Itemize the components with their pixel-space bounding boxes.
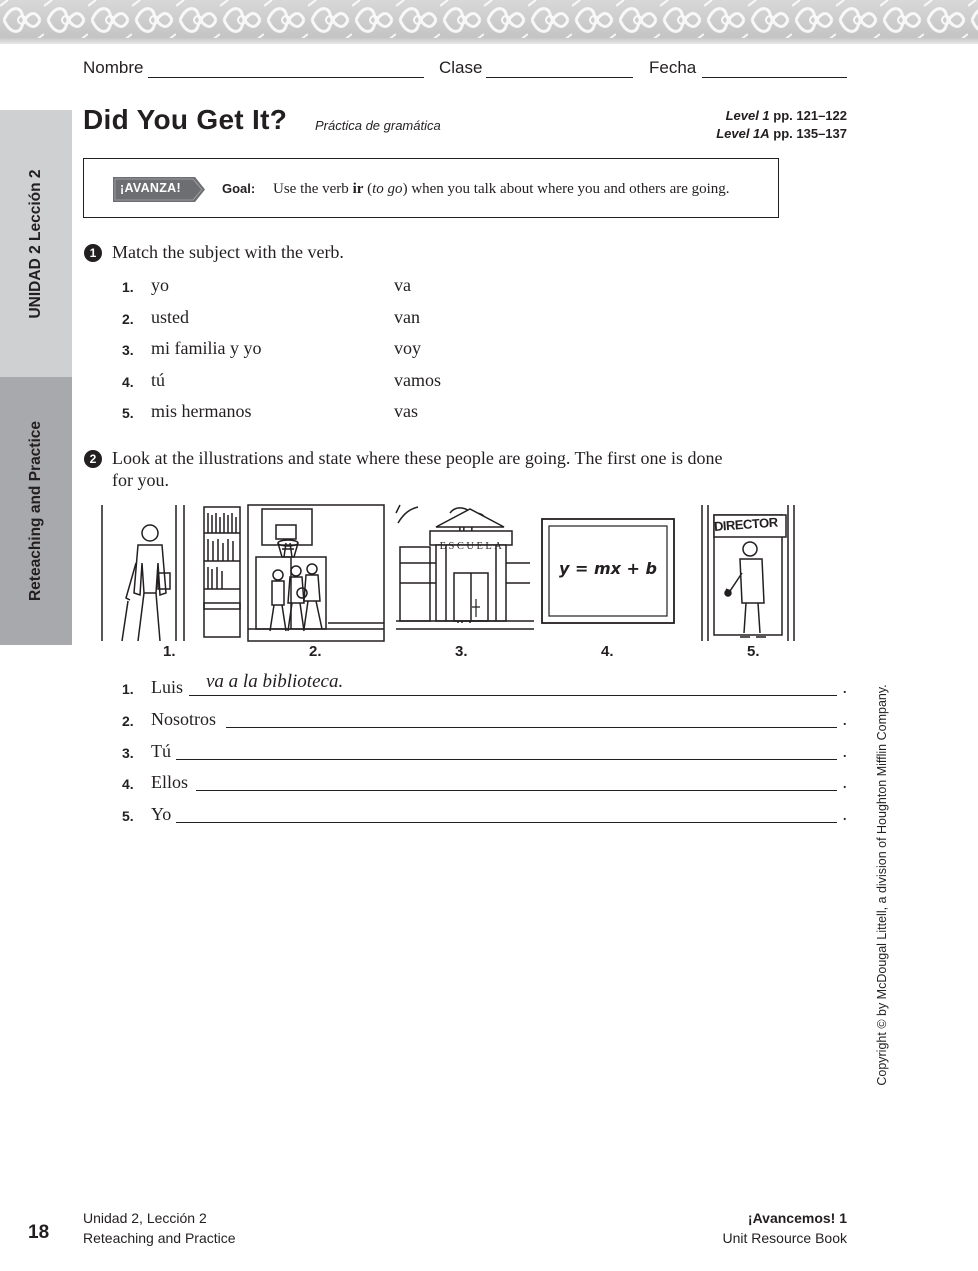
picture-label: 3. [455, 643, 468, 660]
list-item: 3. Tú . [122, 740, 847, 761]
list-item: 5. mis hermanos vas [122, 401, 418, 422]
level1-pages: pp. 121–122 [769, 108, 847, 123]
answer-field[interactable] [176, 759, 837, 760]
subject: yo [151, 275, 169, 295]
goal-label: Goal: [222, 181, 256, 196]
illustrations-strip [100, 503, 800, 668]
list-item: 4. tú vamos [122, 369, 441, 390]
answer-list [122, 671, 852, 836]
date-label: Fecha [649, 58, 697, 77]
page-title: Did You Get It? [83, 104, 288, 135]
picture-label: 1. [163, 643, 176, 660]
page-number: 18 [28, 1222, 50, 1243]
avanza-badge-text: ¡AVANZA! [120, 181, 181, 195]
subject: Nosotros [151, 708, 217, 729]
exercise-1-instruction: Match the subject with the verb. [112, 242, 344, 262]
footer-left: Unidad 2, Lección 2 Reteaching and Practice [83, 1210, 236, 1246]
name-field[interactable] [148, 77, 424, 78]
subject: mi familia y yo [151, 338, 262, 359]
director-door-sign: DIRECTOR [713, 514, 779, 534]
list-item: 1. Luis va a la biblioteca. . [122, 671, 847, 697]
illustration-gym [248, 505, 384, 641]
date-field[interactable] [702, 77, 847, 78]
verb: van [394, 306, 420, 327]
verb: vamos [394, 369, 441, 390]
school-sign: ESCUELA [439, 541, 505, 552]
list-item: 5. Yo . [122, 804, 847, 825]
chalkboard-equation: y = mx + b [559, 559, 657, 578]
side-tab-unit-label: UNIDAD 2 Lección 2 [27, 168, 44, 319]
picture-label: 4. [601, 643, 614, 660]
side-tab-section [0, 377, 72, 645]
illustration-school [396, 505, 534, 629]
student-info-row [83, 58, 847, 82]
page-subtitle: Práctica de gramática [315, 118, 441, 133]
illustration-library [102, 505, 240, 641]
copyright-notice: Copyright © by McDougal Littell, a division of Houghton Mifflin Company. [875, 684, 889, 1086]
list-item: 4. Ellos . [122, 772, 847, 793]
answer-field[interactable] [189, 695, 837, 696]
subject: Ellos [151, 772, 189, 793]
list-item: 1. yo va [122, 275, 411, 295]
picture-label: 5. [747, 643, 760, 660]
subject: Luis [151, 677, 184, 697]
footer-right: ¡Avancemos! 1 Unit Resource Book [722, 1210, 847, 1246]
exercise-2-number: 2 [84, 450, 102, 468]
subject: Tú [151, 740, 171, 761]
level1a-pages: pp. 135–137 [769, 126, 847, 141]
name-label: Nombre [83, 58, 144, 77]
matching-list [122, 275, 522, 433]
level1a-label: Level 1A [716, 126, 770, 141]
class-label: Clase [439, 58, 483, 77]
list-item: 3. mi familia y yo voy [122, 338, 421, 359]
side-tab-section-label: Reteaching and Practice [27, 420, 44, 602]
verb: voy [394, 338, 421, 359]
verb: va [394, 275, 411, 295]
subject: tú [151, 369, 166, 390]
side-tab-unit [0, 110, 72, 377]
subject: usted [151, 306, 189, 327]
level1-label: Level 1 [725, 108, 770, 123]
verb: vas [394, 401, 418, 422]
subject: Yo [151, 804, 172, 825]
sample-answer: va a la biblioteca. [206, 671, 344, 692]
answer-field[interactable] [176, 822, 837, 823]
picture-label: 2. [309, 643, 322, 660]
answer-field[interactable] [196, 790, 837, 791]
answer-field[interactable] [226, 727, 837, 728]
level-references [716, 107, 847, 143]
exercise-2-instruction: Look at the illustrations and state where these people are going. The first one is done for you. [112, 448, 723, 490]
class-field[interactable] [486, 77, 633, 78]
decorative-top-border [0, 0, 978, 44]
avanza-badge [113, 177, 205, 202]
subject: mis hermanos [151, 401, 252, 422]
goal-text: Use the verb ir (to go) when you talk about where you and others are going. [273, 181, 730, 197]
list-item: 2. usted van [122, 306, 420, 327]
goal-box [83, 158, 779, 218]
list-item: 2. Nosotros . [122, 708, 847, 729]
exercise-1-number: 1 [84, 244, 102, 262]
